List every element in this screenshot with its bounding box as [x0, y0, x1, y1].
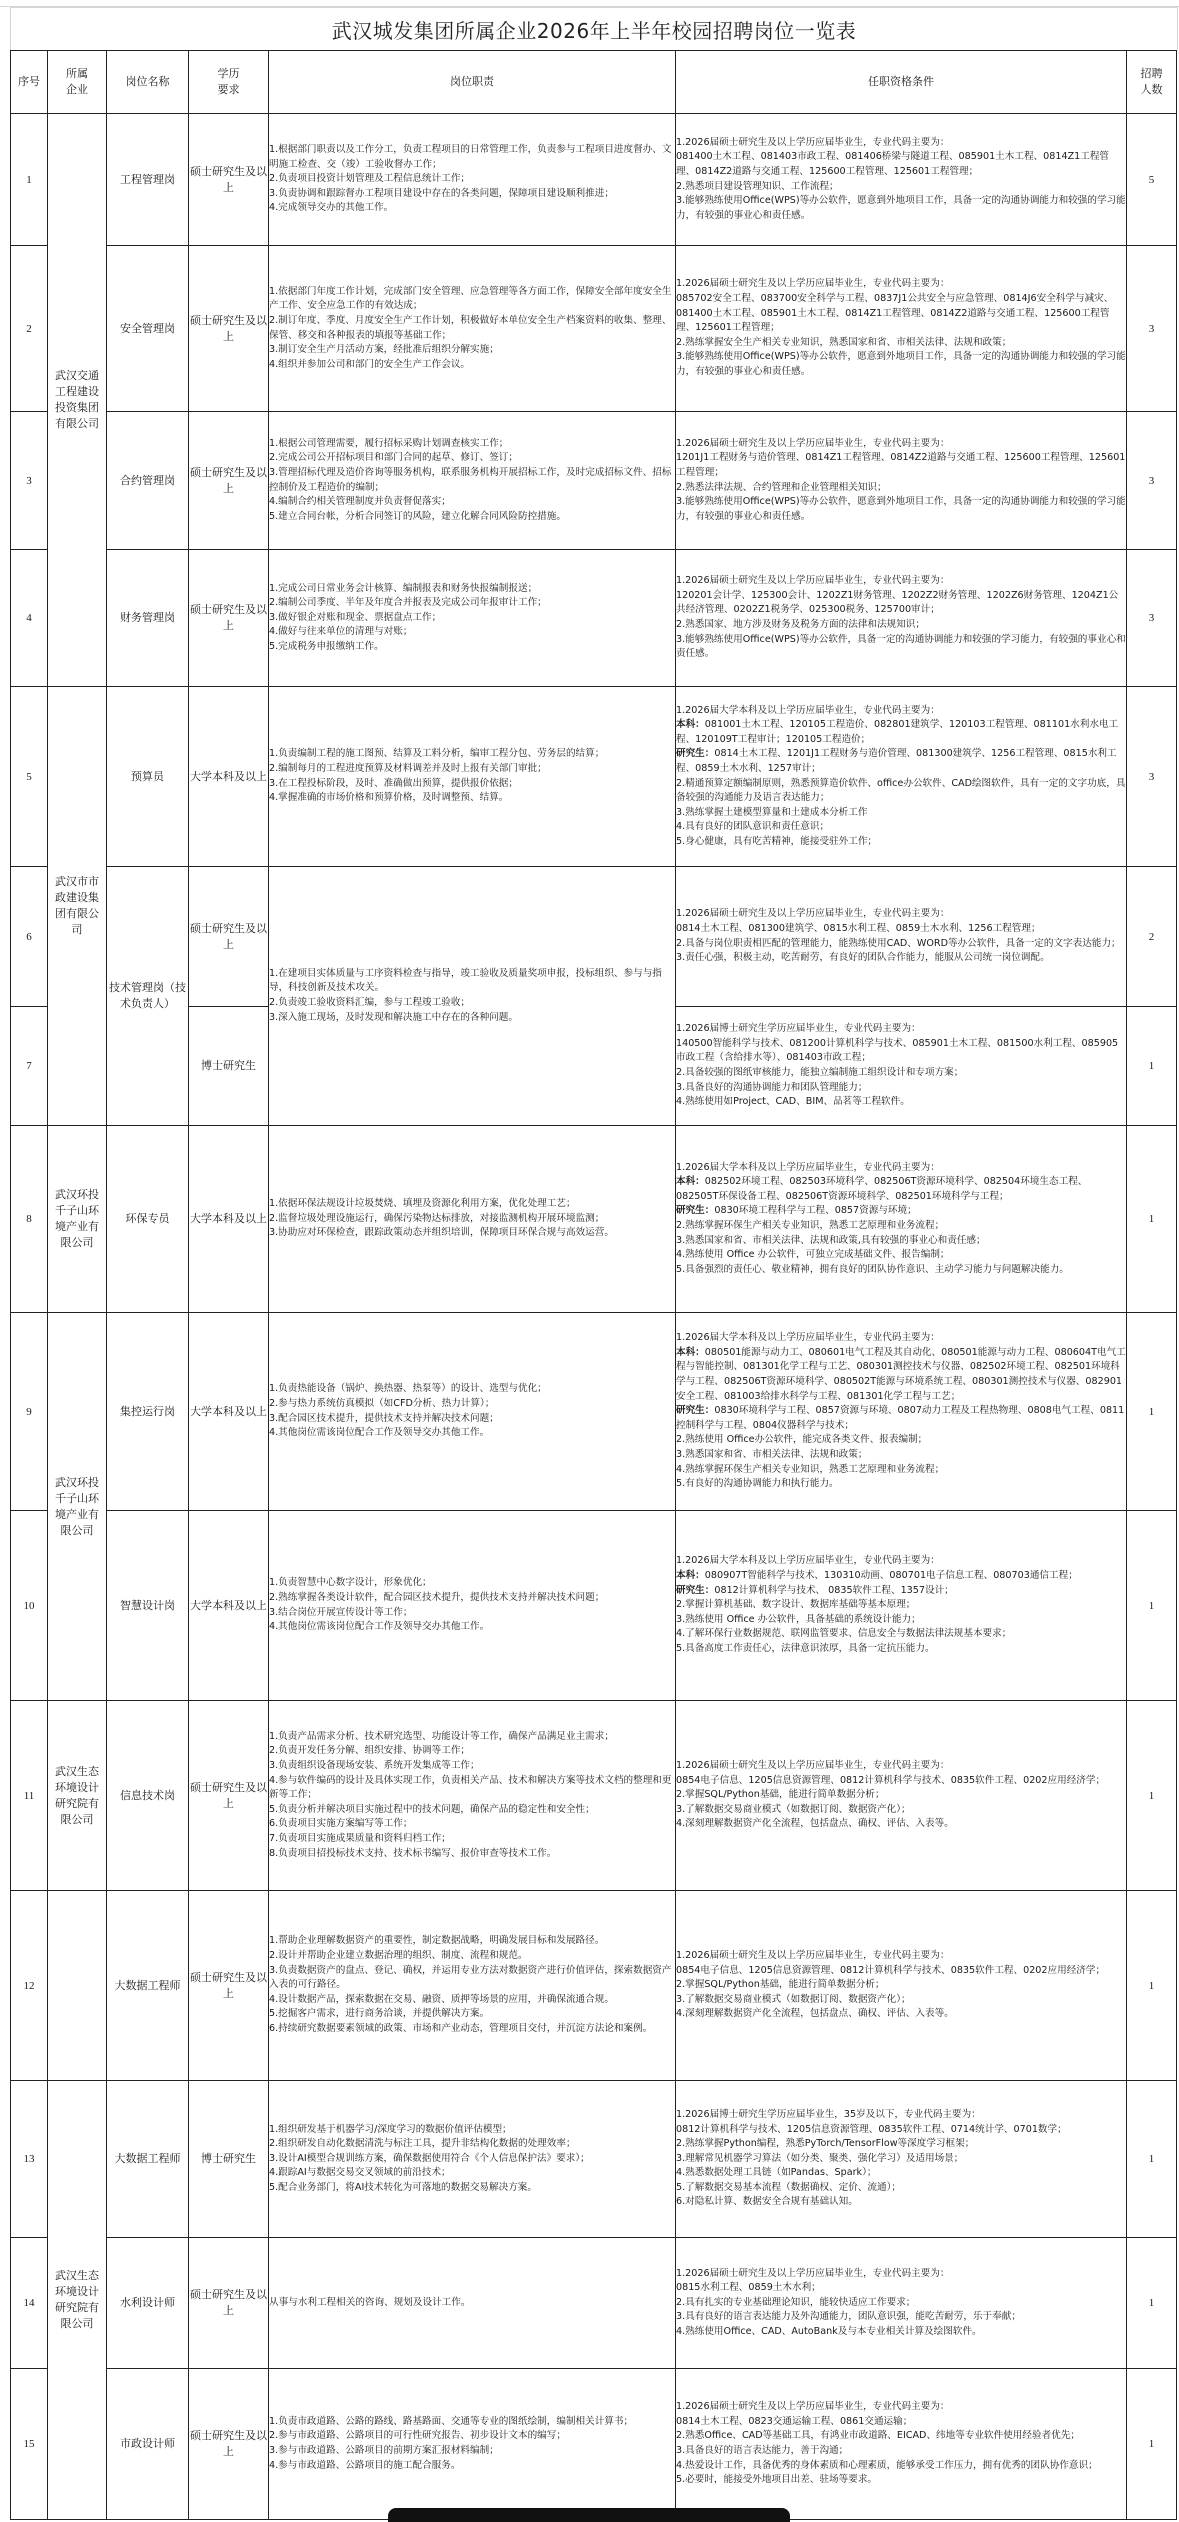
text-line: 3.深入施工现场，及时发现和解决施工中存在的各种问题。: [269, 1011, 518, 1023]
text-line: 3.协助应对环保检查，跟踪政策动态并组织培训，保障项目环保合规与高效运营。: [269, 1227, 614, 1239]
table-row: [11, 867, 1177, 1007]
position-cell: 合约管理岗: [107, 412, 189, 550]
text-line: 本科：081001土木工程、120105工程造价、082801建筑学、120103工程管理、081101水利水电工程、120109T工程审计；120105工程造价；: [676, 719, 1119, 745]
text-line: 1.组织研发基于机器学习/深度学习的数据价值评估模型；: [269, 2123, 512, 2135]
text-line: 4.组织并参加公司和部门的安全生产工作会议。: [269, 358, 471, 370]
text-line: 2.具有扎实的专业基础理论知识，能较快适应工作要求；: [676, 2296, 916, 2308]
seq-cell: 15: [11, 2369, 48, 2520]
count-cell: 1: [1127, 1701, 1177, 1891]
text-line: 3.能够熟练使用Office(WPS)等办公软件，具备一定的沟通协调能力和较强的学习能力，有较强的事业心和责任感。: [676, 633, 1126, 660]
text-line: 2.参与市政道路、公路项目的可行性研究报告、初步设计文本的编写；: [269, 2430, 566, 2442]
seq-cell: 8: [11, 1126, 48, 1313]
text-line: 1.依据环保法规设计垃圾焚烧、填埋及资源化利用方案，优化处理工艺；: [269, 1198, 576, 1210]
text-line: 8.负责项目招投标技术支持、技术标书编写、报价审查等技术工作。: [269, 1847, 557, 1859]
seq-cell: 7: [11, 1007, 48, 1126]
text-line: 120201会计学、125300会计、1202Z1财务管理、1202Z2财务管理、1202Z6财务管理、1204Z1公共经济管理、0202Z1税务学、025300税务、125700审计；: [676, 589, 1119, 616]
text-line: 1.2026届大学本科及以上学历应届毕业生，专业代码主要为：: [676, 1161, 940, 1173]
text-line: 1.2026届大学本科及以上学历应届毕业生，专业代码主要为：: [676, 704, 940, 716]
qualifications-cell: [676, 1891, 1127, 2081]
text-line: 2.具备较强的图纸审核能力，能独立编制施工组织设计和专项方案；: [676, 1067, 964, 1078]
text-line: 7.负责项目实施成果质量和资料归档工作；: [269, 1832, 451, 1844]
company-cell: 武汉环投千子山环境产业有限公司: [48, 1313, 107, 1701]
label-prefix: 研究生：: [676, 748, 715, 760]
text-line: 2.组织研发自动化数据清洗与标注工具，提升非结构化数据的处理效率；: [269, 2138, 576, 2150]
education-cell: 硕士研究生及以上: [189, 550, 269, 687]
position-cell: 智慧设计岗: [107, 1511, 189, 1701]
text-line: 1.负责市政道路、公路的路线、路基路面、交通等专业的图纸绘制，编制相关计算书；: [269, 2415, 634, 2427]
position-cell: 工程管理岗: [107, 114, 189, 246]
seq-cell: 2: [11, 246, 48, 412]
text-line: 2.掌握SQL/Python基础，能进行简单数据分析；: [676, 1789, 885, 1801]
text-line: 3.管理招标代理及造价咨询等服务机构，联系服务机构开展招标工作，及时完成招标文件、招标控制价及工程造价的编制；: [269, 466, 672, 493]
table-row: [11, 1313, 1177, 1511]
position-cell: 安全管理岗: [107, 246, 189, 412]
text-line: 1.根据部门职责以及工作分工，负责工程项目的日常管理工作，负责参与工程项目进度督办、文明施工检查、交（竣）工验收督办工作；: [269, 144, 672, 170]
count-cell: 1: [1127, 1126, 1177, 1313]
label-prefix: 本科：: [676, 719, 705, 731]
seq-cell: 14: [11, 2238, 48, 2369]
text-line: 4.了解环保行业数据规范、联网监管要求、信息安全与数据法律法规基本要求；: [676, 1628, 1012, 1640]
text-line: 1.2026届硕士研究生及以上学历应届毕业生，专业代码主要为：: [676, 136, 950, 148]
text-line: 1.2026届硕士研究生及以上学历应届毕业生，专业代码主要为：: [676, 2267, 950, 2279]
education-cell: 大学本科及以上: [189, 1511, 269, 1701]
text-line: 4.其他岗位需该岗位配合工作及领导交办其他工作。: [269, 1427, 490, 1439]
table-row: [11, 550, 1177, 687]
text-line: 1201J1工程财务与造价管理、0814Z1工程管理、0814Z2道路与交通工程、125600工程管理、125601工程管理；: [676, 452, 1126, 478]
text-line: 4.其他岗位需该岗位配合工作及领导交办其他工作。: [269, 1621, 490, 1633]
duties-cell: [269, 1511, 676, 1701]
qualifications-cell: [676, 1511, 1127, 1701]
text-line: 2.熟练掌握各类设计软件，配合园区技术提升，提供技术支持并解决技术问题；: [269, 1591, 605, 1603]
text-line: 本科：080501能源与动力工、080601电气工程及其自动化、080501能源与动力工程、080604T电气工程与智能控制、081301化学工程与工艺、080301测控技术与仪器、082502环境工程、082501环境科学与工程、082506T资源环境科学、080502T能源与环境系统工程、080301测控技术与仪器、082901安全工程、081003给排水科学与工程、081301化学工程与工艺；: [676, 1346, 1126, 1402]
table-row: [11, 687, 1177, 867]
seq-cell: 5: [11, 687, 48, 867]
label-prefix: 本科：: [676, 1570, 705, 1582]
count-cell: 1: [1127, 2081, 1177, 2238]
education-cell: 硕士研究生及以上: [189, 2238, 269, 2369]
text-line: 0814土木工程、081300建筑学、0815水利工程、0859土木水利、1256工程管理；: [676, 922, 1041, 934]
text-line: 4.深刻理解数据资产化全流程，包括盘点、确权、评估、入表等。: [676, 2008, 954, 2020]
count-cell: 1: [1127, 1891, 1177, 2081]
text-line: 2.熟练掌握Python编程，熟悉PyTorch/TensorFlow等深度学习框架；: [676, 2138, 975, 2150]
text-line: 2.负责项目投资计划管理及工程信息统计工作；: [269, 173, 471, 185]
text-line: 3.能够熟练使用Office(WPS)等办公软件，愿意到外地项目工作，具备一定的沟通协调能力和较强的学习能力，有较强的事业心和责任感。: [676, 195, 1126, 221]
text-line: 081400土木工程、081403市政工程、081406桥梁与隧道工程、085901土木工程、0814Z1工程管理、0814Z2道路与交通工程、125600工程管理、125601工程管理；: [676, 151, 1110, 177]
text-line: 研究生：0814土木工程、1201J1工程财务与造价管理、081300建筑学、1256工程管理、0815水利工程、0859土木水利、1257审计；: [676, 748, 1117, 774]
text-line: 1.依据部门年度工作计划，完成部门安全管理、应急管理等各方面工作，保障安全部年度安全生产工作、安全应急工作的有效达成；: [269, 285, 672, 312]
text-line: 1.负责热能设备（锅炉、换热器、热泵等）的设计、选型与优化；: [269, 1383, 547, 1395]
count-cell: 3: [1127, 550, 1177, 687]
table-row: [11, 1891, 1177, 2081]
text-line: 3.制订安全生产月活动方案，经批准后组织分解实施；: [269, 344, 499, 356]
text-line: 本科：082502环境工程、082503环境科学、082506T资源环境科学、082504环境生态工程、082505T环保设备工程、082506T资源环境科学、082501环境科学与工程；: [676, 1176, 1088, 1202]
text-line: 2.熟悉国家、地方涉及财务及税务方面的法律和法规知识；: [676, 619, 925, 630]
text-line: 2.负责竣工验收资料汇编，参与工程竣工验收；: [269, 997, 471, 1008]
table-row: [11, 2081, 1177, 2238]
company-cell: 武汉环投千子山环境产业有限公司: [48, 1126, 107, 1313]
text-line: 4.参与市政道路、公路项目的施工配合服务。: [269, 2459, 461, 2471]
text-line: 3.负责数据资产的盘点、登记、确权，并运用专业方法对数据资产进行价值评估，探索数据资产入表的可行路径。: [269, 1964, 672, 1991]
position-cell: 预算员: [107, 687, 189, 867]
duties-cell: [269, 1313, 676, 1511]
text-line: 1.在建项目实体质量与工序资料检查与指导，竣工验收及质量奖项申报，投标组织、参与与指导，科技创新及技术攻关。: [269, 967, 662, 994]
text-line: 2.设计并帮助企业建立数据治理的组织、制度、流程和规范。: [269, 1950, 528, 1962]
seq-cell: 4: [11, 550, 48, 687]
duties-cell: [269, 867, 676, 1126]
label-prefix: 研究生：: [676, 1205, 715, 1217]
recruitment-table: [10, 50, 1177, 2520]
text-line: 3.具备良好的语言表达能力，善于沟通；: [676, 2445, 849, 2456]
education-cell: 硕士研究生及以上: [189, 1701, 269, 1891]
table-row: [11, 2369, 1177, 2520]
text-line: 2.掌握SQL/Python基础，能进行简单数据分析；: [676, 1979, 885, 1991]
text-line: 3.负责组织设备现场安装、系统开发集成等工作；: [269, 1760, 480, 1772]
text-line: 3.设计AI模型合规训练方案，确保数据使用符合《个人信息保护法》要求）；: [269, 2152, 590, 2164]
text-line: 3.理解常见机器学习算法（如分类、聚类、强化学习）及适用场景；: [676, 2152, 964, 2164]
text-line: 3.配合园区技术提升，提供技术支持并解决技术问题；: [269, 1412, 499, 1424]
company-cell: 武汉交通工程建设投资集团有限公司: [48, 114, 107, 687]
education-cell: 博士研究生: [189, 2081, 269, 2238]
text-line: 6.负责项目实施方案编写等工作；: [269, 1818, 413, 1830]
text-line: 2.参与热力系统仿真模拟（如CFD分析、热力计算）；: [269, 1397, 495, 1409]
text-line: 0814土木工程、0823交通运输工程、0861交通运输；: [676, 2415, 913, 2427]
duties-cell: [269, 1891, 676, 2081]
text-line: 140500智能科学与技术、081200计算机科学与技术、085901土木工程、081500水利工程、085905市政工程（含给排水等）、081403市政工程；: [676, 1037, 1119, 1064]
header-education: [189, 51, 269, 114]
qualifications-cell: [676, 867, 1127, 1007]
text-line: 3.了解数据交易商业模式（如数据订阅、数据资产化）；: [676, 1993, 911, 2005]
count-cell: 1: [1127, 2369, 1177, 2520]
text-line: 4.熟练使用Office、CAD、AutoBank及与本专业相关计算及绘图软件。: [676, 2325, 982, 2337]
header-education-label: 学历要求: [217, 67, 240, 96]
qualifications-cell: [676, 412, 1127, 550]
table-row: [11, 1701, 1177, 1891]
education-cell: 硕士研究生及以上: [189, 867, 269, 1007]
text-line: 3.结合岗位开展宣传设计等工作；: [269, 1606, 413, 1618]
duties-cell: [269, 550, 676, 687]
seq-cell: 3: [11, 412, 48, 550]
text-line: 研究生：0830环境科学与工程、0857资源与环境、0807动力工程及工程热物理、0808电气工程、0811控制科学与工程、0804仪器科学与技术；: [676, 1405, 1125, 1431]
qualifications-cell: [676, 114, 1127, 246]
text-line: 4.熟练使用 Office 办公软件，可独立完成基础文件、报告编制；: [676, 1249, 950, 1261]
count-cell: 3: [1127, 246, 1177, 412]
text-line: 1.2026届硕士研究生及以上学历应届毕业生，专业代码主要为：: [676, 1760, 950, 1772]
duties-cell: [269, 2238, 676, 2369]
count-cell: 3: [1127, 412, 1177, 550]
text-line: 1.根据公司管理需要，履行招标采购计划调查核实工作；: [269, 437, 509, 449]
text-line: 1.2026届硕士研究生及以上学历应届毕业生，专业代码主要为：: [676, 908, 950, 920]
text-line: 4.编制合约相关管理制度并负责督促落实；: [269, 496, 451, 508]
header-qualifications: 任职资格条件: [676, 51, 1127, 114]
text-line: 5.有良好的沟通协调能力和执行能力。: [676, 1478, 839, 1490]
text-line: 2.具备与岗位职责相匹配的管理能力，能熟练使用CAD、WORD等办公软件，具备一定的文字表达能力；: [676, 937, 1121, 949]
header-seq: 序号: [11, 51, 48, 114]
count-cell: 1: [1127, 1511, 1177, 1701]
text-line: 5.完成税务申报缴纳工作。: [269, 640, 384, 652]
label-prefix: 研究生：: [676, 1584, 715, 1596]
text-line: 3.熟练掌握土建模型算量和土建成本分析工作: [676, 806, 868, 818]
text-line: 2.负责开发任务分解、组织安排、协调等工作；: [269, 1745, 471, 1757]
text-line: 1.完成公司日常业务会计核算、编制报表和财务快报编制报送；: [269, 582, 538, 594]
text-line: 5.了解数据交易基本流程（数据确权、定价、流通）；: [676, 2181, 902, 2193]
text-line: 3.具备良好的沟通协调能力和团队管理能力；: [676, 1081, 868, 1093]
duties-cell: [269, 687, 676, 867]
text-line: 5.身心健康，具有吃苦精神，能接受驻外工作；: [676, 835, 878, 847]
education-cell: 大学本科及以上: [189, 1313, 269, 1511]
label-prefix: 研究生：: [676, 1405, 715, 1417]
position-cell: 技术管理岗（技术负责人）: [107, 867, 189, 1126]
position-cell: 水利设计师: [107, 2238, 189, 2369]
text-line: 1.2026届大学本科及以上学历应届毕业生，专业代码主要为：: [676, 1555, 940, 1567]
text-line: 1.2026届硕士研究生及以上学历应届毕业生，专业代码主要为：: [676, 437, 950, 449]
text-line: 2.熟悉法律法规、合约管理和企业管理相关知识；: [676, 481, 887, 493]
text-line: 4.跟踪AI与数据交易交叉领域的前沿技术；: [269, 2167, 451, 2179]
seq-cell: 6: [11, 867, 48, 1007]
position-cell: 集控运行岗: [107, 1313, 189, 1511]
text-line: 3.参与市政道路、公路项目的前期方案汇报材料编制；: [269, 2445, 499, 2456]
text-line: 2.完成公司公开招标项目和部门合同的起草、修订、签订；: [269, 452, 518, 464]
text-line: 研究生：0812计算机科学与技术、 0835软件工程、1357设计；: [676, 1584, 954, 1596]
table-row: [11, 412, 1177, 550]
qualifications-cell: [676, 2369, 1127, 2520]
seq-cell: 1: [11, 114, 48, 246]
education-cell: 硕士研究生及以上: [189, 2369, 269, 2520]
count-cell: 3: [1127, 687, 1177, 867]
text-line: 2.编制公司季度、半年及年度合并报表及完成公司年报审计工作；: [269, 597, 547, 609]
text-line: 4.完成领导交办的其他工作。: [269, 202, 394, 214]
text-line: 1.2026届硕士研究生及以上学历应届毕业生，专业代码主要为：: [676, 2401, 950, 2413]
previous-page-edge: [0, 0, 1179, 7]
text-line: 4.热爱设计工作，具备优秀的身体素质和心理素质，能够承受工作压力，拥有优秀的团队协作意识；: [676, 2459, 1098, 2471]
duties-cell: [269, 1701, 676, 1891]
text-line: 0854电子信息、1205信息资源管理、0812计算机科学与技术、0835软件工程、0202应用经济学；: [676, 1774, 1106, 1786]
text-line: 4.深刻理解数据资产化全流程，包括盘点、确权、评估、入表等。: [676, 1818, 954, 1830]
text-line: 5.挖掘客户需求，进行商务洽谈，并提供解决方案。: [269, 2008, 490, 2020]
count-cell: 1: [1127, 1313, 1177, 1511]
text-line: 3.具有良好的语言表达能力及外沟通能力，团队意识强，能吃苦耐劳，乐于奉献；: [676, 2311, 1021, 2323]
qualifications-cell: [676, 2238, 1127, 2369]
qualifications-cell: [676, 246, 1127, 412]
text-line: 1.2026届硕士研究生及以上学历应届毕业生，专业代码主要为：: [676, 278, 950, 290]
count-cell: 5: [1127, 114, 1177, 246]
text-line: 5.配合业务部门，将AI技术转化为可落地的数据交易解决方案。: [269, 2181, 537, 2193]
duties-cell: [269, 1126, 676, 1313]
text-line: 1.负责产品需求分析、技术研究选型、功能设计等工作，确保产品满足业主需求；: [269, 1730, 614, 1742]
text-line: 085702安全工程、083700安全科学与工程、0837J1公共安全与应急管理、0814J6安全科学与减灾、081400土木工程、085901土木工程、0814Z1工程管理、0814Z2道路与交通工程、125600工程管理、125601工程管理；: [676, 293, 1114, 334]
text-line: 本科：080907T智能科学与技术、130310动画、080701电子信息工程、080703通信工程；: [676, 1570, 1078, 1582]
text-line: 4.熟练使用如Project、CAD、BIM、品茗等工程软件。: [676, 1096, 910, 1108]
qualifications-cell: [676, 1007, 1127, 1126]
duties-cell: [269, 412, 676, 550]
text-line: 0815水利工程、0859土木水利；: [676, 2282, 821, 2294]
text-line: 4.熟悉数据处理工具链（如Pandas、Spark）；: [676, 2167, 877, 2179]
duties-cell: [269, 246, 676, 412]
text-line: 从事与水利工程相关的咨询、规划及设计工作。: [269, 2296, 471, 2308]
text-line: 4.掌握准确的市场价格和预算价格，及时调整预、结算。: [269, 792, 509, 804]
position-cell: 信息技术岗: [107, 1701, 189, 1891]
seq-cell: 13: [11, 2081, 48, 2238]
seq-cell: 10: [11, 1511, 48, 1701]
home-indicator-bar: [388, 2508, 790, 2522]
text-line: 3.责任心强，积极主动，吃苦耐劳，有良好的团队合作能力，能服从公司统一岗位调配。: [676, 952, 1050, 964]
duties-cell: [269, 2081, 676, 2238]
text-line: 1.负责智慧中心数字设计，形象优化；: [269, 1577, 432, 1589]
table-row: [11, 2238, 1177, 2369]
count-cell: 1: [1127, 1007, 1177, 1126]
qualifications-cell: [676, 1701, 1127, 1891]
education-cell: 大学本科及以上: [189, 1126, 269, 1313]
text-line: 研究生：0830环境工程科学与工程、0857资源与环境；: [676, 1205, 917, 1217]
text-line: 3.能够熟练使用Office(WPS)等办公软件，愿意到外地项目工作，具备一定的沟通协调能力和较强的学习能力，有较强的事业心和责任感。: [676, 496, 1126, 522]
text-line: 1.2026届博士研究生学历应届毕业生，35岁及以下，专业代码主要为：: [676, 2108, 981, 2120]
text-line: 1.负责编制工程的施工图预、结算及工料分析，编审工程分包、劳务层的结算；: [269, 748, 605, 760]
seq-cell: 9: [11, 1313, 48, 1511]
label-prefix: 本科：: [676, 1346, 705, 1358]
text-line: 1.帮助企业理解数据资产的重要性，制定数据战略，明确发展目标和发展路径。: [269, 1935, 605, 1947]
position-cell: 环保专员: [107, 1126, 189, 1313]
qualifications-cell: [676, 1126, 1127, 1313]
seq-cell: 12: [11, 1891, 48, 2081]
text-line: 2.熟练掌握安全生产相关专业知识，熟悉国家和省、市相关法律、法规和政策；: [676, 336, 1012, 348]
text-line: 0854电子信息、1205信息资源管理、0812计算机科学与技术、0835软件工程、0202应用经济学；: [676, 1964, 1106, 1976]
education-cell: 硕士研究生及以上: [189, 114, 269, 246]
position-cell: 财务管理岗: [107, 550, 189, 687]
company-cell: 武汉生态环境设计研究院有限公司: [48, 1701, 107, 1891]
text-line: 0812计算机科学与技术、1205信息资源管理、0835软件工程、0714统计学、0701数学；: [676, 2123, 1067, 2135]
table-row: [11, 1126, 1177, 1313]
text-line: 4.做好与往来单位的清理与对账；: [269, 626, 413, 638]
duties-cell: [269, 114, 676, 246]
header-position: 岗位名称: [107, 51, 189, 114]
text-line: 1.2026届博士研究生学历应届毕业生，专业代码主要为：: [676, 1023, 921, 1035]
qualifications-cell: [676, 550, 1127, 687]
text-line: 5.具备强烈的责任心、敬业精神，拥有良好的团队协作意识、主动学习能力与问题解决能力。: [676, 1263, 1069, 1275]
text-line: 5.必要时，能接受外地项目出差、驻场等要求。: [676, 2474, 878, 2486]
header-company: [48, 51, 107, 114]
seq-cell: 11: [11, 1701, 48, 1891]
text-line: 1.2026届大学本科及以上学历应届毕业生，专业代码主要为：: [676, 1332, 940, 1344]
text-line: 4.熟练掌握环保生产相关专业知识，熟悉工艺原理和业务流程；: [676, 1463, 945, 1475]
education-cell: 硕士研究生及以上: [189, 412, 269, 550]
text-line: 2.制订年度、季度、月度安全生产工作计划，积极做好本单位安全生产档案资料的收集、整理、保管、移交和各种报表的填报等基础工作；: [269, 314, 672, 341]
text-line: 3.负责协调和跟踪督办工程项目建设中存在的各类问题，保障项目建设顺利推进；: [269, 187, 614, 199]
text-line: 1.2026届硕士研究生及以上学历应届毕业生，专业代码主要为：: [676, 575, 950, 587]
text-line: 2.精通预算定额编制原则，熟悉预算造价软件、office办公软件、CAD绘图软件，具有一定的文字功底，具备较强的沟通能力及语言表达能力；: [676, 777, 1126, 804]
header-duties: 岗位职责: [269, 51, 676, 114]
header-company-label: 所属企业: [66, 67, 88, 96]
text-line: 5.建立合同台帐，分析合同签订的风险，建立化解合同风险防控措施。: [269, 510, 566, 522]
table-row: [11, 114, 1177, 246]
label-prefix: 本科：: [676, 1176, 705, 1188]
position-cell: 大数据工程师: [107, 1891, 189, 2081]
qualifications-cell: [676, 1313, 1127, 1511]
text-line: 3.熟悉国家和省、市相关法律、法规和政策,具有较强的事业心和责任感；: [676, 1234, 986, 1246]
text-line: 2.编制每月的工程进度预算及材料调差并及时上报有关部门审批；: [269, 762, 547, 774]
education-cell: 硕士研究生及以上: [189, 1891, 269, 2081]
company-cell: 武汉生态环境设计研究院有限公司: [48, 2081, 107, 2520]
text-line: 5.负责分析并解决项目实施过程中的技术问题，确保产品的稳定性和安全性；: [269, 1803, 595, 1815]
text-line: 6.对隐私计算、数据安全合规有基础认知。: [676, 2196, 858, 2208]
text-line: 3.做好银企对账和现金、票据盘点工作；: [269, 611, 442, 623]
table-header-row: [11, 51, 1177, 114]
table-row: [11, 1511, 1177, 1701]
text-line: 3.能够熟练使用Office(WPS)等办公软件，愿意到外地项目工作，具备一定的沟通协调能力和较强的学习能力，有较强的事业心和责任感。: [676, 351, 1126, 377]
text-line: 3.熟悉国家和省、市相关法律、法规和政策；: [676, 1448, 868, 1460]
header-count-label: 招聘人数: [1140, 67, 1163, 96]
header-count: [1127, 51, 1177, 114]
text-line: 2.监督垃圾处理设施运行，确保污染物达标排放，对接监测机构开展环境监测；: [269, 1212, 605, 1224]
text-line: 1.2026届硕士研究生及以上学历应届毕业生，专业代码主要为：: [676, 1950, 950, 1962]
text-line: 5.具备高度工作责任心，法律意识浓厚，具备一定抗压能力。: [676, 1642, 935, 1654]
position-cell: 市政设计师: [107, 2369, 189, 2520]
education-cell: 博士研究生: [189, 1007, 269, 1126]
text-line: 3.熟练使用 Office 办公软件，具备基础的系统设计能力；: [676, 1613, 921, 1625]
education-cell: 硕士研究生及以上: [189, 246, 269, 412]
text-line: 4.设计数据产品，探索数据在交易、融资、质押等场景的应用，并确保流通合规。: [269, 1993, 614, 2005]
text-line: 6.持续研究数据要素领域的政策、市场和产业动态，管理项目交付，并沉淀方法论和案例。: [269, 2022, 653, 2034]
text-line: 4.参与软件编码的设计及具体实现工作，负责相关产品、技术和解决方案等技术文档的整理和更新等工作；: [269, 1774, 672, 1801]
text-line: 3.在工程投标阶段，及时、准确做出预算，提供报价依据；: [269, 777, 518, 789]
duties-cell: [269, 2369, 676, 2520]
text-line: 2.熟悉Office、CAD等基础工具，有鸿业市政道路、EICAD、纬地等专业软件使用经验者优先；: [676, 2430, 1080, 2442]
text-line: 3.了解数据交易商业模式（如数据订阅、数据资产化）；: [676, 1803, 911, 1815]
text-line: 2.熟悉项目建设管理知识、工作流程；: [676, 180, 839, 192]
text-line: 2.熟练使用 Office办公软件，能完成各类文件、报表编制；: [676, 1434, 928, 1446]
education-cell: 大学本科及以上: [189, 687, 269, 867]
count-cell: 1: [1127, 2238, 1177, 2369]
text-line: 2.掌握计算机基础、数字设计、数据库基础等基本原理；: [676, 1599, 916, 1611]
document-title: 武汉城发集团所属企业2026年上半年校园招聘岗位一览表: [10, 7, 1178, 50]
company-cell: [48, 1891, 107, 2081]
qualifications-cell: [676, 2081, 1127, 2238]
position-cell: 大数据工程师: [107, 2081, 189, 2238]
text-line: 4.具有良好的团队意识和责任意识；: [676, 821, 830, 833]
count-cell: 2: [1127, 867, 1177, 1007]
table-row: [11, 246, 1177, 412]
text-line: 2.熟练掌握环保生产相关专业知识，熟悉工艺原理和业务流程；: [676, 1220, 945, 1231]
company-cell: 武汉市市政建设集团有限公司: [48, 687, 107, 1126]
qualifications-cell: [676, 687, 1127, 867]
